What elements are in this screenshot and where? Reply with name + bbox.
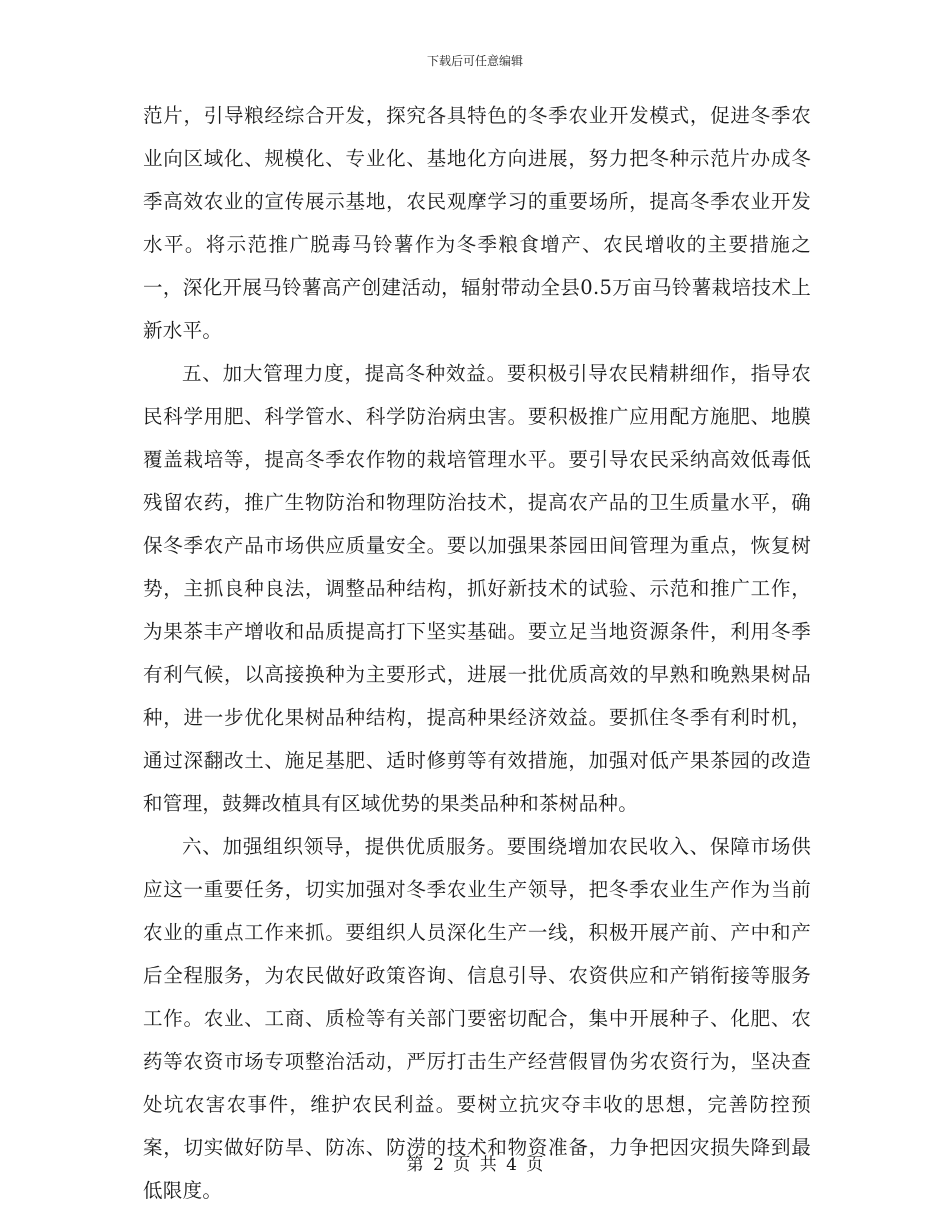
document-body [143,94,811,1212]
paragraph-continuation: 范片，引导粮经综合开发，探究各具特色的冬季农业开发模式，促进冬季农业向区域化、规模化、专业化、基地化方向进展，努力把冬种示范片办成冬季高效农业的宣传展示基地，农民观摩学习的重要场所，提高冬季农业开发水平。将示范推广脱毒马铃薯作为冬季粮食增产、农民增收的主要措施之一，深化开展马铃薯高产创建活动，辐射带动全县0.5万亩马铃薯栽培技术上新水平。 [143,104,811,342]
paragraph-section-six: 六、加强组织领导，提供优质服务。要围绕增加农民收入、保障市场供应这一重要任务，切实加强对冬季农业生产领导，把冬季农业生产作为当前农业的重点工作来抓。要组织人员深化生产一线，积极开展产前、产中和产后全程服务，为农民做好政策咨询、信息引导、农资供应和产销衔接等服务工作。农业、工商、质检等有关部门要密切配合，集中开展种子、化肥、农药等农资市场专项整治活动，严厉打击生产经营假冒伪劣农资行为，坚决查处坑农害农事件，维护农民利益。要树立抗灾夺丰收的思想，完善防控预案，切实做好防旱、防冻、防涝的技术和物资准备，力争把因灾损失降到最低限度。 [143,835,811,1202]
page-header-note: 下载后可任意编辑 [426,54,523,68]
page-number-footer: 第 2 页 共 4 页 [406,1155,544,1175]
paragraph-section-five: 五、加大管理力度，提高冬种效益。要积极引导农民精耕细作，指导农民科学用肥、科学管水、科学防治病虫害。要积极推广应用配方施肥、地膜覆盖栽培等，提高冬季农作物的栽培管理水平。要引导农民采纳高效低毒低残留农药，推广生物防治和物理防治技术，提高农产品的卫生质量水平，确保冬季农产品市场供应质量安全。要以加强果茶园田间管理为重点，恢复树势，主抓良种良法，调整品种结构，抓好新技术的试验、示范和推广工作，为果茶丰产增收和品质提高打下坚实基础。要立足当地资源条件，利用冬季有利气候，以高接换种为主要形式，进展一批优质高效的早熟和晚熟果树品种，进一步优化果树品种结构，提高种果经济效益。要抓住冬季有利时机，通过深翻改土、施足基肥、适时修剪等有效措施，加强对低产果茶园的改造和管理，鼓舞改植具有区域优势的果类品种和茶树品种。 [143,362,811,815]
